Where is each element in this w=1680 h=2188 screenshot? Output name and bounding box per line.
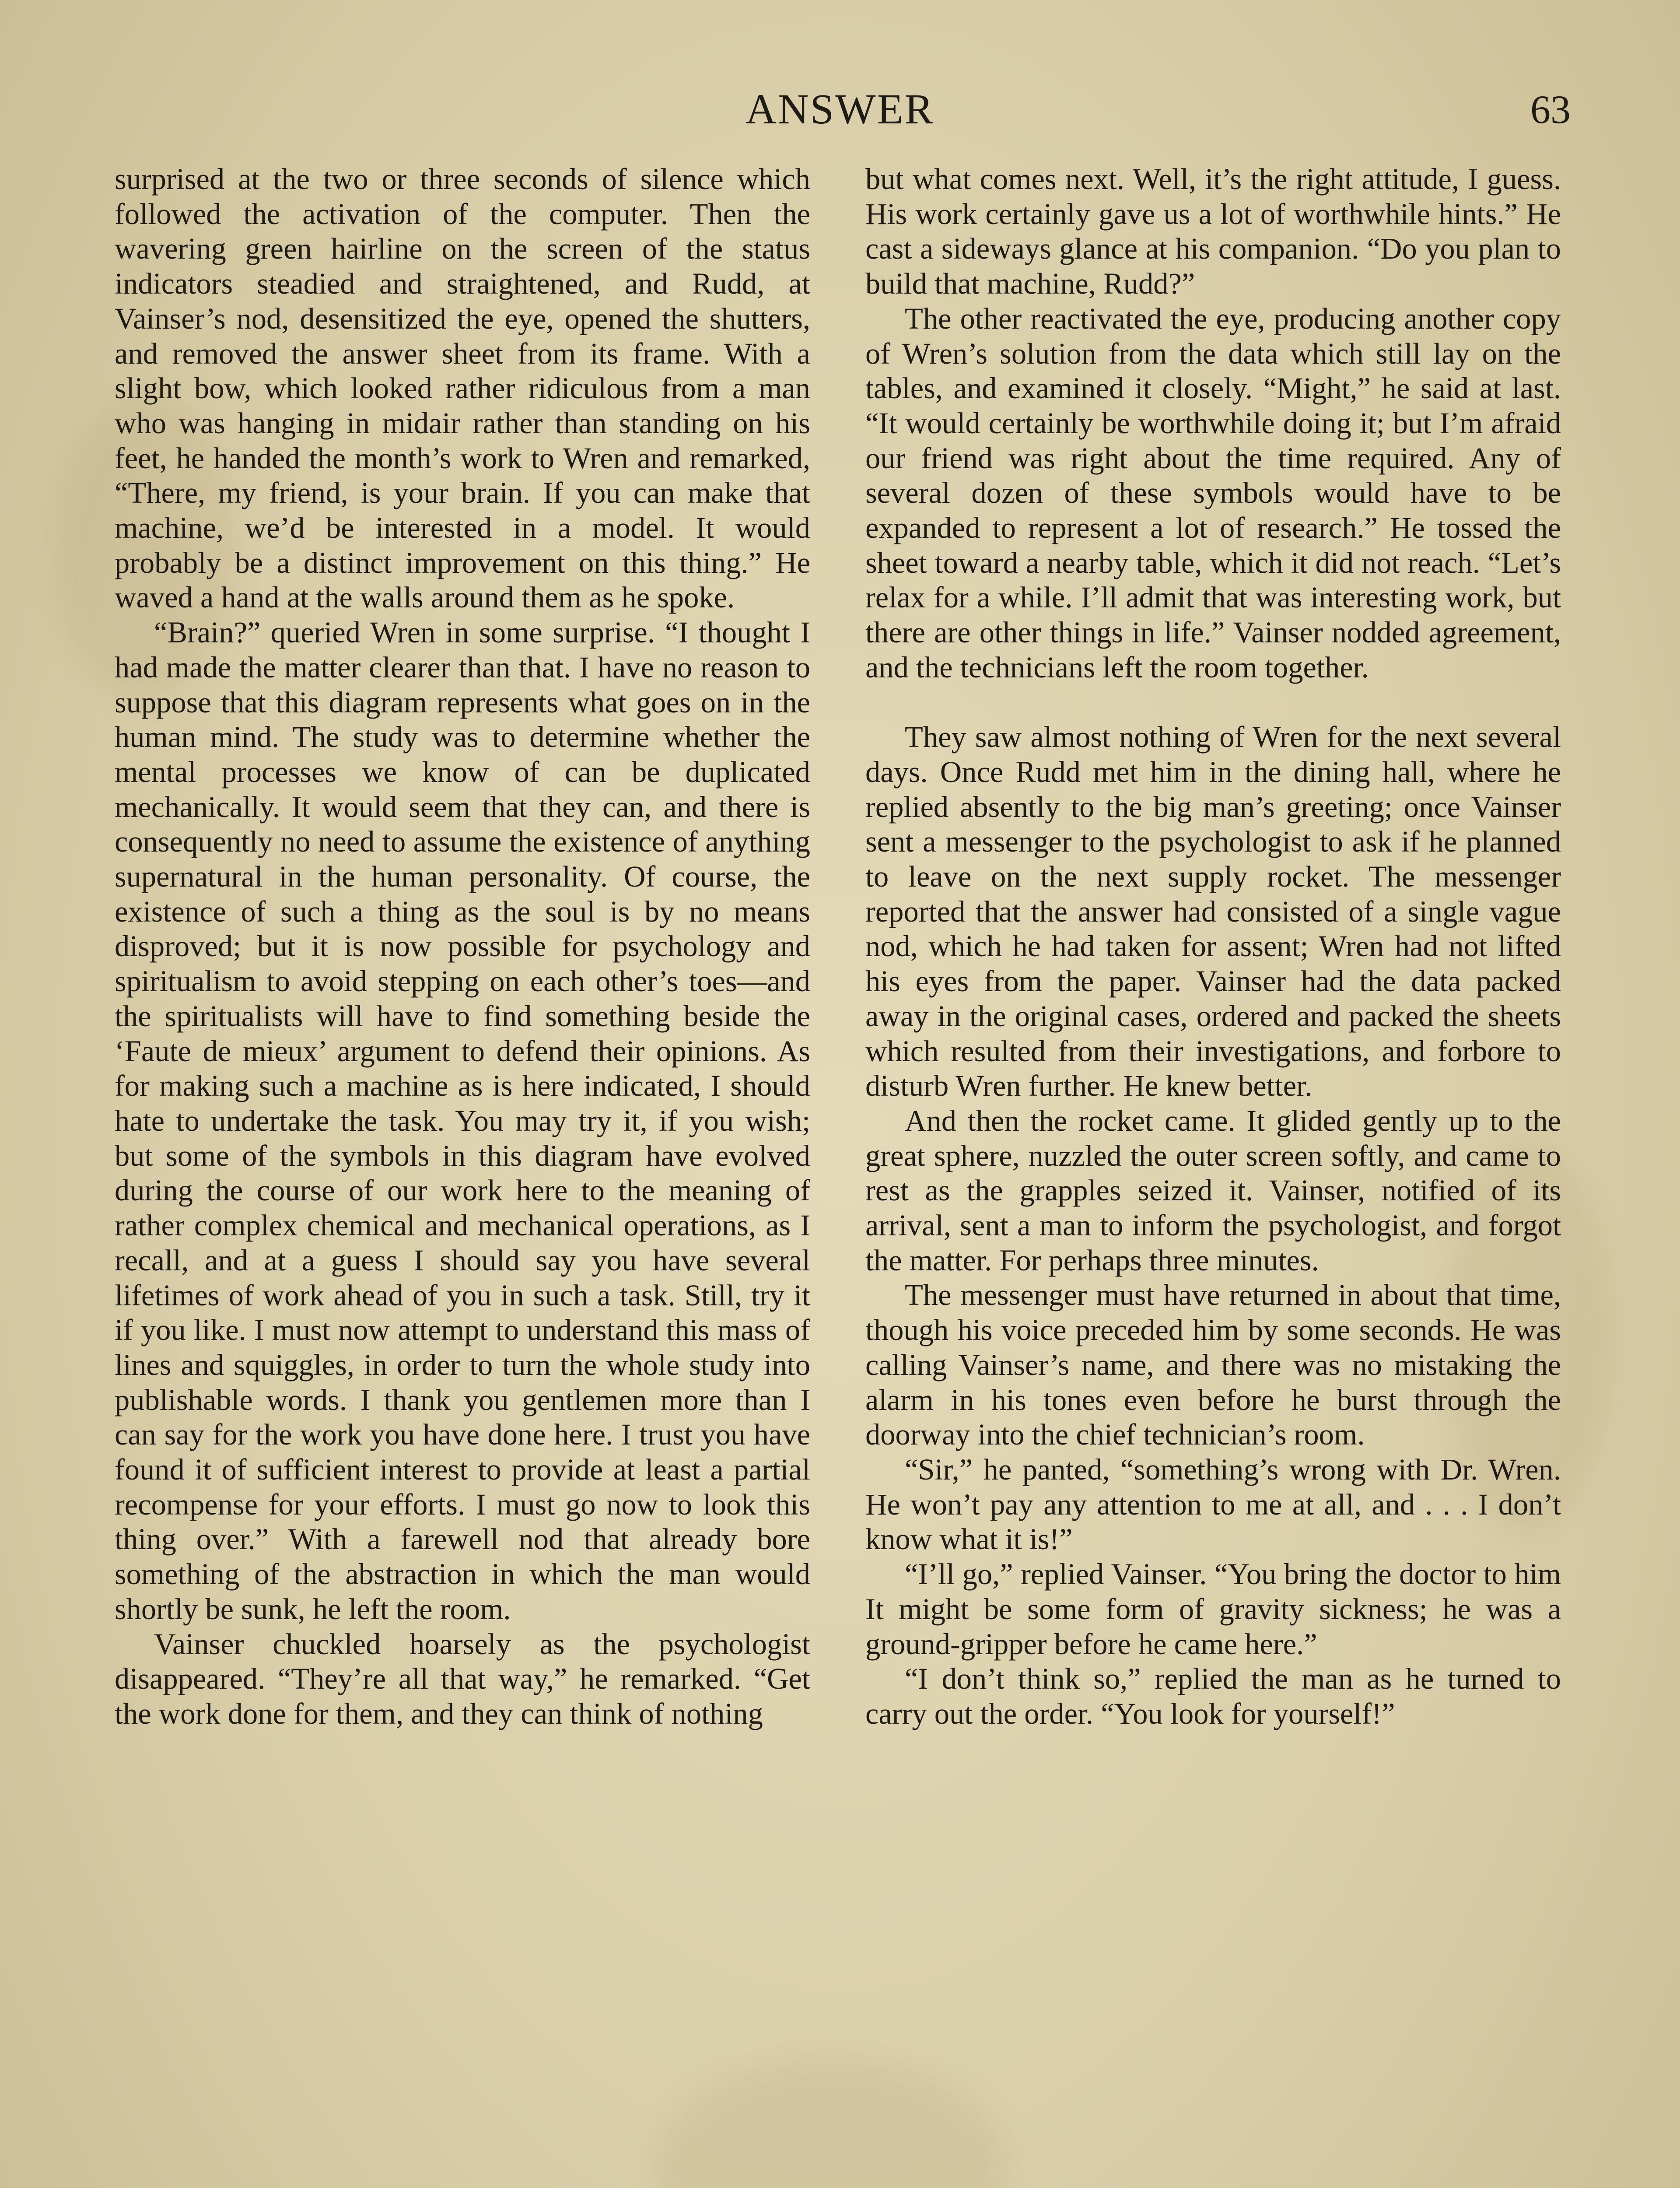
text-column-left <box>115 162 810 1732</box>
text-column-right <box>865 162 1561 1732</box>
paragraph: And then the rocket came. It glided gently up to the great sphere, nuzzled the outer screen softly, and came to rest as the grapples seized it. Vainser, notified of its arrival, sent a man to inform the psychologist, and forgot the matter. For perhaps three minutes. <box>865 1104 1561 1277</box>
paragraph: “Sir,” he panted, “something’s wrong with Dr. Wren. He won’t pay any attention to me at all, and . . . I don’t know what it is!” <box>865 1453 1561 1556</box>
paragraph: “Brain?” queried Wren in some surprise. “I thought I had made the matter clearer than that. I have no reason to suppose that this diagram represents what goes on in the human mind. The study was to determine whether the mental processes we know of can be duplicated mechanically. It would seem that they can, and there is consequently no need to assume the existence of anything supernatural in the human personality. Of course, the existence of such a thing as the soul is by no means disproved; but it is now possible for psychology and spiritualism to avoid stepping on each other’s toes—and the spiritualists will have to find something beside the ‘Faute de mieux’ argument to defend their opinions. As for making such a machine as is here indicated, I should hate to undertake the task. You may try it, if you wish; but some of the symbols in this diagram have evolved during the course of our work here to the meaning of rather complex chemical and mechanical operations, as I recall, and at a guess I should say you have several lifetimes of work ahead of you in such a task. Still, try it if you like. I must now attempt to understand this mass of lines and squiggles, in order to turn the whole study into publishable words. I thank you gentlemen more than I can say for the work you have done here. I trust you have found it of sufficient interest to provide at least a partial recompense for your efforts. I must go now to look this thing over.” With a farewell nod that already bore something of the abstraction in which the man would shortly be sunk, he left the room. <box>115 616 810 1626</box>
paragraph: They saw almost nothing of Wren for the next several days. Once Rudd met him in the dining hall, where he replied absently to the big man’s greeting; once Vainser sent a messenger to the psychologist to ask if he planned to leave on the next supply rocket. The messenger reported that the answer had consisted of a single vague nod, which he had taken for assent; Wren had not lifted his eyes from the paper. Vainser had the data packed away in the original cases, ordered and packed the sheets which resulted from their investigations, and forbore to disturb Wren further. He knew better. <box>865 720 1561 1103</box>
paragraph: Vainser chuckled hoarsely as the psychologist disappeared. “They’re all that way,” he remarked. “Get the work done for them, and they can think of nothing <box>115 1627 810 1730</box>
paragraph: The messenger must have returned in about that time, though his voice preceded him by some seconds. He was calling Vainser’s name, and there was no mistaking the alarm in his tones even before he burst through the doorway into the chief technician’s room. <box>865 1278 1561 1452</box>
paragraph: but what comes next. Well, it’s the right attitude, I guess. His work certainly gave us a lot of worthwhile hints.” He cast a sideways glance at his companion. “Do you plan to build that machine, Rudd?” <box>865 162 1561 301</box>
paragraph: “I’ll go,” replied Vainser. “You bring the doctor to him It might be some form of gravity sickness; he was a ground-gripper before he came here.” <box>865 1557 1561 1661</box>
running-head <box>109 83 1571 136</box>
paragraph: “I don’t think so,” replied the man as he turned to carry out the order. “You look for yourself!” <box>865 1662 1561 1730</box>
page-title: ANSWER <box>746 86 934 133</box>
paragraph: surprised at the two or three seconds of silence which followed the activation of the computer. Then the wavering green hairline on the screen of the status indicators steadied and straightened, and Rudd, at Vainser’s nod, desensitized the eye, opened the shutters, and removed the answer sheet from its frame. With a slight bow, which looked rather ridiculous from a man who was hanging in midair rather than standing on his feet, he handed the month’s work to Wren and remarked, “There, my friend, is your brain. If you can make that machine, we’d be interested in a model. It would probably be a distinct improvement on this thing.” He waved a hand at the walls around them as he spoke. <box>115 162 810 614</box>
paper-stain <box>656 2057 1006 2188</box>
paragraph: The other reactivated the eye, producing another copy of Wren’s solution from the data which still lay on the tables, and examined it closely. “Might,” he said at last. “It would certainly be worthwhile doing it; but I’m afraid our friend was right about the time required. Any of several dozen of these symbols would have to be expanded to represent a lot of research.” He tossed the sheet toward a nearby table, which it did not reach. “Let’s relax for a while. I’ll admit that was interesting work, but there are other things in life.” Vainser nodded agreement, and the technicians left the room together. <box>865 302 1561 684</box>
page-number: 63 <box>1530 87 1571 132</box>
